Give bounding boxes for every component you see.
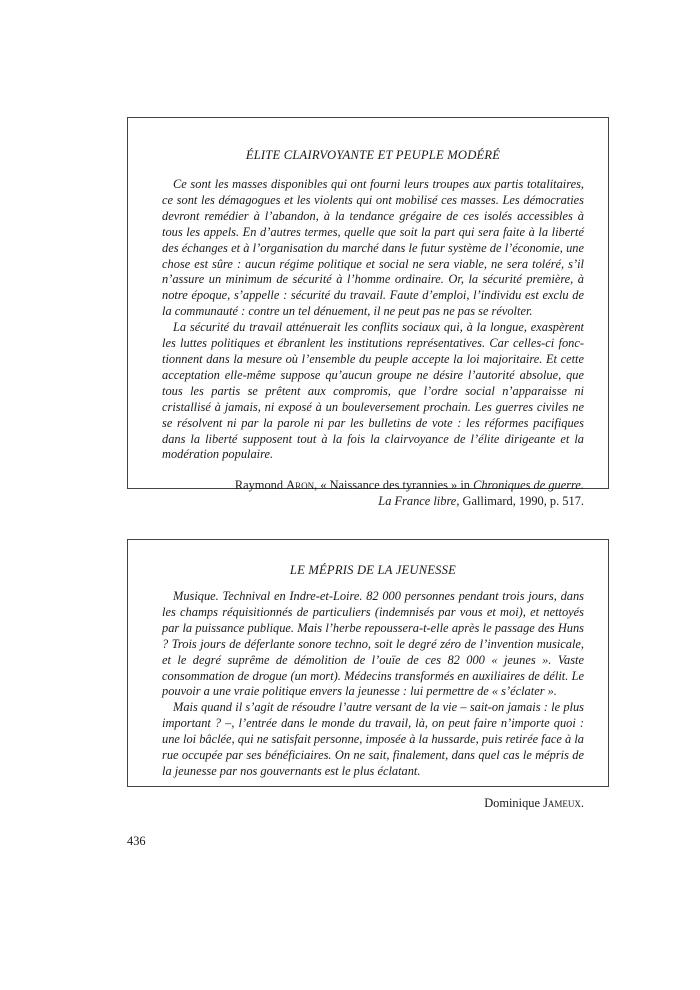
source-citation — [162, 477, 584, 509]
article-box-elite — [127, 117, 609, 509]
signature-first: Dominique — [484, 795, 544, 810]
article-paragraph: Mais quand il s’agit de résoudre l’autre versant de la vie – sait-on jamais : le plus important ? –, l’entrée dans le monde du travail, là, on peut faire n’importe quoi : une loi bâclée, qui ne satisfait personne, imposée à la hussarde, puis retirée face à la rue occupée par ses bénéficiaires. On ne sait, finalement, dans quel cas le mépris de la jeunesse par nos gouvernants est le plus éclatant. — [162, 700, 584, 778]
citation-article: , « Naissance des tyrannies » in — [314, 478, 474, 493]
page-number: 436 — [127, 834, 146, 848]
article-title: LE MÉPRIS DE LA JEUNESSE — [289, 563, 457, 577]
article-title: ÉLITE CLAIRVOYANTE ET PEUPLE MODÉRÉ — [245, 148, 501, 162]
citation-author-last: Aron — [286, 478, 315, 493]
signature-end: . — [580, 795, 584, 810]
citation-book: Chroniques de guerre. — [473, 478, 584, 493]
author-signature — [162, 796, 584, 811]
citation-publication: La France libre — [378, 494, 457, 509]
article-paragraph: Musique. Technival en Indre-et-Loire. 82 000 personnes pendant trois jours, dans les champs réquisitionnés de particuliers (indemnisés par vous et moi), et nettoyés par la puissance publique. Mais l’herbe repoussera-t-elle après le passage des Huns ? Trois jours de déferlante sonore techno, soit le degré zéro de l’invention musicale, et le degré suprême de démolition de l’ouïe de ces 82 000 « jeunes ». Vaste consommation de drogue (un mort). Médecins transformés en auxiliaires de délit. Le pouvoir a une vraie politique envers la jeunesse : lui permettre de « s’éclater ». — [162, 589, 584, 699]
article-paragraph: Ce sont les masses disponibles qui ont fourni leurs troupes aux partis totalitaires, ce sont les démagogues et les violents qui ont mobilisé ces masses. Les démocraties devront remédier à l’abandon, à la tendance grégaire de ces isolés accessibles à tous les appels. En d’autres termes, quelle que soit la part qui sera faite à la liberté des échanges et à l’organisation du marché dans le futur système de l’économie, une chose est sûre : aucun régime politique et social ne sera viable, ne sera toléré, s’il n’assure un minimum de sécurité à l’homme ordinaire. Or, la sécurité première, à notre époque, s’appelle : sécurité du travail. Faute d’emploi, l’individu est exclu de la communauté : contre un tel dénuement, il ne peut pas ne pas se révolter. — [162, 177, 584, 319]
citation-publisher: , Gallimard, 1990, p. 517. — [456, 494, 584, 509]
citation-author-first: Raymond — [234, 478, 287, 493]
article-paragraph: La sécurité du travail atténuerait les conflits sociaux qui, à la longue, exaspèrent les luttes politiques et ébranlent les institutions représentatives. Car celles-ci fonctionnent dans la mesure où l’ensemble du peuple accepte la loi majoritaire. Et cette acceptation elle-même suppose qu’aucun groupe ne désire l’autorité absolue, que tous les partis se prêtent aux compromis, que l’ordre social n’apparaisse ni cristallisé à jamais, ni exposé à un bouleversement prochain. Les guerres civiles ne se résolvent ni par la parole ni par les bulletins de vote : les réformes pacifiques dans la liberté supposent tout à la fois la clairvoyance de l’élite dirigeante et la modération populaire. — [162, 320, 584, 462]
article-box-jeunesse — [127, 539, 609, 810]
signature-last: Jameux — [543, 795, 581, 810]
